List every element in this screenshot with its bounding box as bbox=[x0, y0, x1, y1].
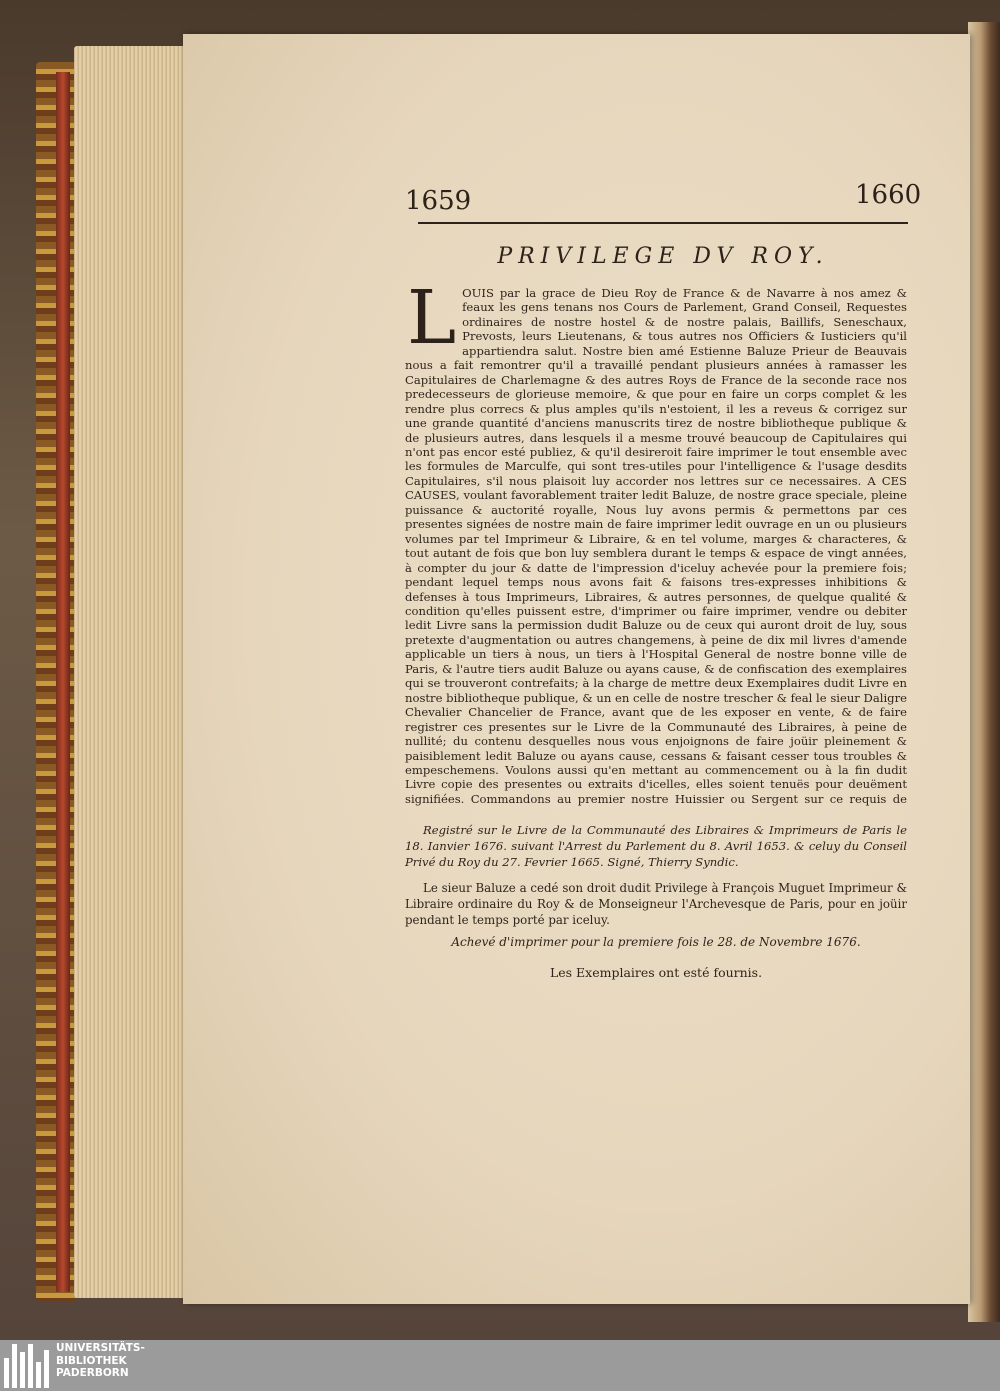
privilege-text bbox=[405, 286, 907, 806]
page-stack bbox=[74, 46, 186, 1298]
library-name bbox=[56, 1342, 145, 1380]
library-name-line1: UNIVERSITÄTS- bbox=[56, 1342, 145, 1354]
header-rule bbox=[418, 222, 908, 224]
copies-furnished-line: Les Exemplaires ont esté fournis. bbox=[549, 965, 763, 980]
book-right-edge bbox=[968, 22, 1000, 1322]
library-logo-icon bbox=[4, 1344, 52, 1388]
registration-note: Registré sur le Livre de la Communauté des Libraires & Imprimeurs de Paris le 18. Ianvier 1676. suivant l'Arrest du Parlement du 8. Avril 1653. & celuy du Conseil Privé du Roy du 27. Fevrier 1665. Signé, Thierry Syndic. bbox=[405, 823, 907, 869]
printing-completed-line: Achevé d'imprimer pour la premiere fois le 28. de Novembre 1676. bbox=[451, 935, 861, 949]
drop-cap: L bbox=[407, 286, 457, 361]
library-name-line3: PADERBORN bbox=[56, 1367, 129, 1379]
page-number-left: 1659 bbox=[405, 186, 472, 216]
page-number-right: 1660 bbox=[855, 180, 922, 210]
page-title: PRIVILEGE DV ROY. bbox=[497, 244, 829, 269]
library-footer-bar bbox=[0, 1340, 1000, 1391]
library-name-line2: BIBLIOTHEK bbox=[56, 1354, 127, 1367]
book-cover-marbled bbox=[56, 72, 70, 1292]
privilege-body: OUIS par la grace de Dieu Roy de France & de Navarre à nos amez & feaux les gens tenans nos Cours de Parlement, Grand Conseil, Requestes ordinaires de nostre hostel & de nostre palais, Baillifs, Seneschaux, Prevosts, leurs Lieutenans, & tous autres nos Officiers & Iusticiers qu'il appartiendra salut. Nostre bien amé Estienne Baluze Prieur de Beauvais nous a fait remontrer qu'il a travaillé pendant plusieurs années à ramasser les Capitulaires de Charlemagne & des autres Roys de France de la seconde race nos predecesseurs de glorieuse memoire, & que pour en faire un corps complet & les rendre plus correcs & plus amples qu'ils n'estoient, il les a reveus & corrigez sur une grande quantité d'anciens manuscrits tirez de nostre bibliotheque publique & de plusieurs autres, dans lesquels il a mesme trouvé beaucoup de Capitulaires qui n'ont pas encor esté publiez, & qu'il desireroit faire imprimer le tout ensemble avec les formules de Marculfe, qui sont tres-utiles pour l'intelligence & l'usage desdits Capitulaires, s'il nous plaisoit luy accorder nos lettres sur ce necessaires. A CES CAUSES, voulant favorablement traiter ledit Baluze, de nostre grace speciale, pleine puissance & auctorité royalle, Nous luy avons permis & permettons par ces presentes signées de nostre main de faire imprimer ledit ouvrage en un ou plusieurs volumes par tel Imprimeur & Libraire, & en tel volume, marges & characteres, & tout autant de fois que bon luy semblera durant le temps & espace de vingt années, à compter du jour & datte de l'impression d'iceluy achevée pour la premiere fois; pendant lequel temps nous avons fait & faisons tres-expresses inhibitions & defenses à tous Imprimeurs, Libraires, & autres personnes, de quelque qualité & condition qu'elles puissent estre, d'imprimer ou faire imprimer, vendre ou debiter ledit Livre sans la permission dudit Baluze ou de ceux qui auront droit de luy, sous pretexte d'augmentation ou autres changemens, à peine de dix mil livres d'amende applicable un tiers à nous, un tiers à l'Hospital General de nostre bonne ville de Paris, & l'autre tiers audit Baluze ou ayans cause, & de confiscation des exemplaires qui se trouveront contrefaits; à la charge de mettre deux Exemplaires dudit Livre en nostre bibliotheque publique, & un en celle de nostre trescher & feal le sieur Daligre Chevalier Chancelier de France, avant que de les exposer en vente, & de faire registrer ces presentes sur le Livre de la Communauté des Libraires, à peine de nullité; du contenu desquelles nous vous enjoignons de faire joüir pleinement & paisiblement ledit Baluze ou ayans cause, cessans & faisant cesser tous troubles & empeschemens. Voulons aussi qu'en mettant au commencement ou à la fin dudit Livre copie des presentes ou extraits d'icelles, elles soient tenuës pour deuëment signifiées. Commandons au premier nostre Huissier ou Sergent sur ce requis de bbox=[405, 286, 907, 806]
cession-paragraph: Le sieur Baluze a cedé son droit dudit Privilege à François Muguet Imprimeur & Libraire ordinaire du Roy & de Monseigneur l'Archevesque de Paris, pour en joüir pendant le temps porté par iceluy. bbox=[405, 881, 907, 927]
